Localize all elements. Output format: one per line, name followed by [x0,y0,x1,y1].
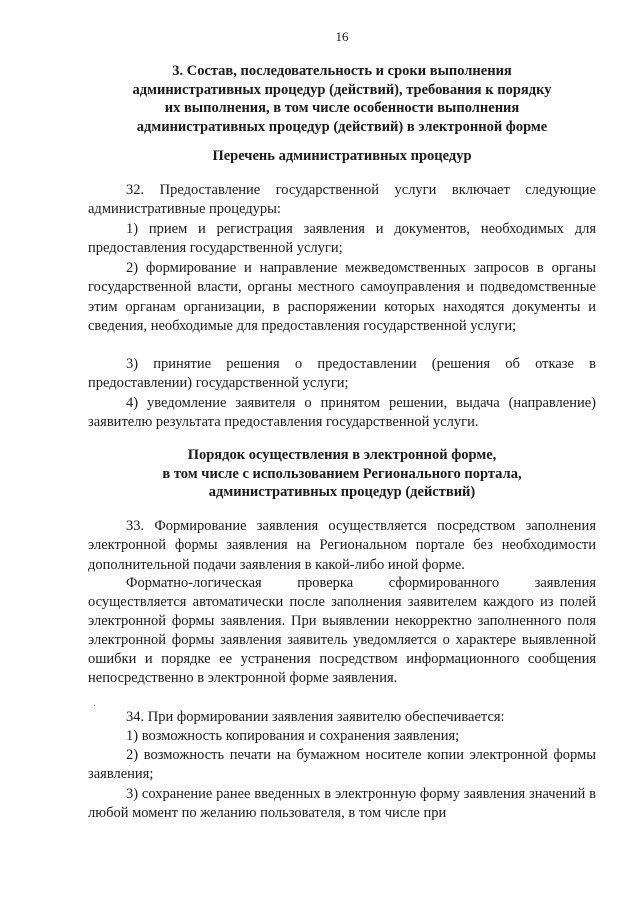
subheading-line: Перечень административных процедур [212,148,472,164]
section-heading-line: 3. Состав, последовательность и сроки выполнения [172,63,512,79]
subheading-electronic-procedures [88,446,596,502]
paragraph-32-item-4: 4) уведомление заявителя о принятом решении, выдача (направление) заявителю результата предоставления государственной услуги. [88,395,596,431]
section-heading [88,62,596,136]
paragraph-32-item-1: 1) прием и регистрация заявления и документов, необходимых для предоставления государственной услуги; [88,221,596,257]
subheading-line: административных процедур (действий) [208,484,476,500]
paragraph-34-item-2: 2) возможность печати на бумажном носителе копии электронной формы заявления; [88,747,596,783]
paragraph-34-item-3: 3) сохранение ранее введенных в электронную форму заявления значений в любой момент по желанию пользователя, в том числе при [88,786,596,822]
paragraph-33-validation: Форматно-логическая проверка сформированного заявления осуществляется автоматически после заполнения заявителем каждого из полей электронной формы заявления. При выявлении некорректно заполненного поля электронной формы заявления заявитель уведомляется о характере выявленной ошибки и порядке ее устранения посредством информационного сообщения непосредственно в электронной форме заявления. [88,575,596,686]
paragraph-32-item-3: 3) принятие решения о предоставлении (решения об отказе в предоставлении) государственной услуги; [88,356,596,392]
subheading-line: в том числе с использованием Регионального портала, [162,465,522,482]
paragraph-32: 32. Предоставление государственной услуги включает следующие административные процедуры: [88,182,596,218]
section-heading-line: административных процедур (действий), требования к порядку [132,81,552,98]
paragraph-32-item-2: 2) формирование и направление межведомственных запросов в органы государственной власти, органы местного самоуправления и подведомственные этим органам организации, в распоряжении которых находятся документы и сведения, необходимые для предоставления государственной услуги; [88,260,596,335]
paragraph-34: 34. При формировании заявления заявителю обеспечивается: [126,709,505,725]
paragraph-34-item-1: 1) возможность копирования и сохранения заявления; [126,728,460,744]
section-heading-line: их выполнения, в том числе особенности выполнения [164,100,520,116]
page-number: 16 [335,29,349,44]
subheading-procedures-list [88,147,596,166]
subheading-line: Порядок осуществления в электронной форме, [187,447,497,463]
scan-speck [94,705,95,706]
section-heading-line: административных процедур (действий) в электронной форме [136,118,548,135]
paragraph-33: 33. Формирование заявления осуществляется посредством заполнения электронной формы заявления на Региональном портале без необходимости дополнительной подачи заявления в какой-либо иной форме. [88,518,596,573]
